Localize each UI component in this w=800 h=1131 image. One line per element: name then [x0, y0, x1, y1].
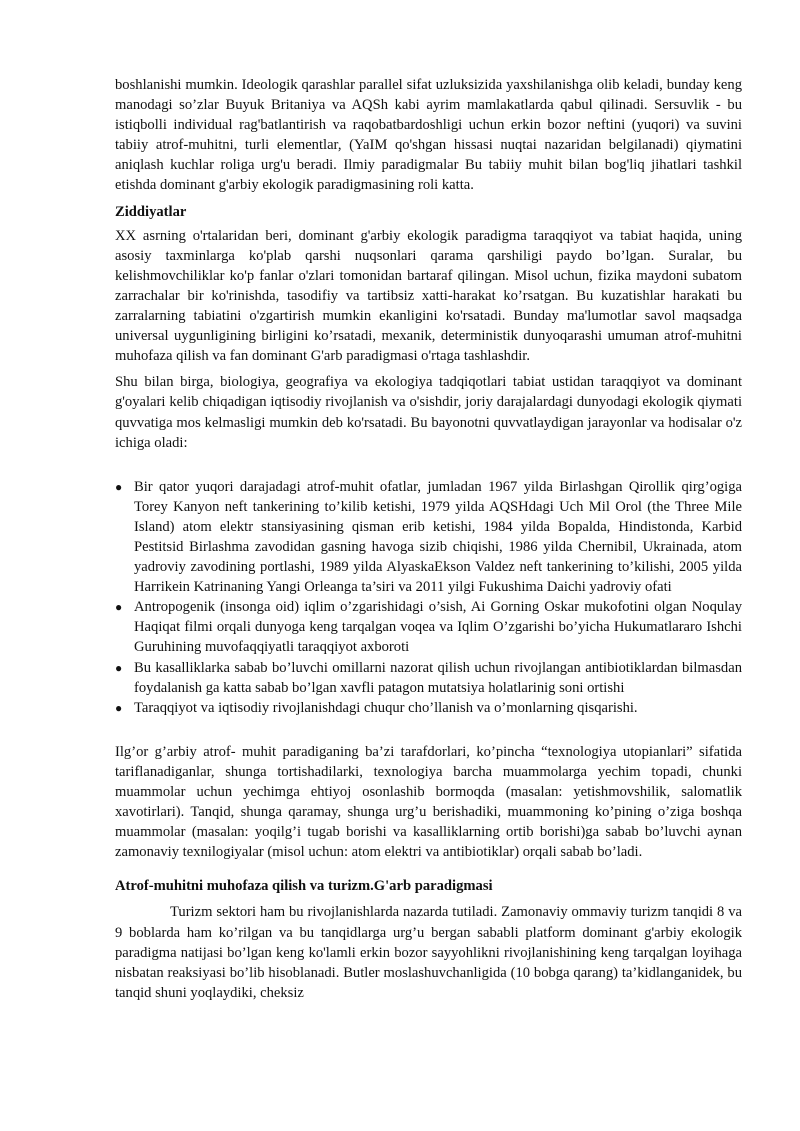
- section-heading-tourism: Atrof-muhitni muhofaza qilish va turizm.G'arb paradigmasi: [115, 878, 493, 895]
- list-item: [115, 698, 742, 718]
- bullet-icon: ●: [115, 700, 123, 715]
- document-page: [115, 75, 742, 1003]
- bullet-icon: ●: [115, 479, 123, 494]
- list-item-text: Bir qator yuqori darajadagi atrof-muhit ofatlar, jumladan 1967 yilda Birlashgan Qirollik qirg’ogiga Torey Kanyon neft tankerining to’kilib ketishi, 1979 yilda AQSHdagi Uch Mil Orol (the Three Mile Island) atom elektr stansiyasining qisman erib ketishi, 1984 yilda Bopalda, Hindistonda, Karbid Pestitsid Birlashma zavodidan gasning havoga sizib chiqishi, 1986 yilda Chernibil, Ukrainada, atom yadroviy zavodining portlashi, 1989 yilda AlyaskaEkson Valdez neft tankerining to’kilishi, 2005 yilda Harrikein Katrinaning Yangi Orleanga ta’siri va 2011 yilgi Fukushima Daichi yadroviy ofati: [134, 478, 742, 596]
- list-item-text: Antropogenik (insonga oid) iqlim o’zgarishidagi o’sish, Ai Gorning Oskar mukofotini olgan Noqulay Haqiqat filmi orqali dunyoga keng tarqalgan voqea va Iqlim O’zgarishi bo’yicha Hukumatlararo Ishchi Guruhining muvofaqqiyatli taraqqiyot axboroti: [134, 599, 742, 656]
- bullet-list: [115, 477, 742, 718]
- list-item-text: Taraqqiyot va iqtisodiy rivojlanishdagi chuqur cho’llanish va o’monlarning qisqarishi.: [134, 699, 638, 716]
- list-item: [115, 658, 742, 698]
- paragraph-intro: boshlanishi mumkin. Ideologik qarashlar parallel sifat uzluksizida yaxshilanishga olib keladi, bunday keng manodagi so’zlar Buyuk Britaniya va AQSh kabi ayrim mamlakatlarda qabul qilinadi. Sersuvlik - bu istiqbolli individual rag'batlantirish va raqobatbardoshligi uchun erkin bozor neftini (yuqori) va suvini tabiiy atrof-muhitni, turli elementlar, (YaIM qo'shgan hissasi nuqtai nazaridan belgilanadi) qiymatini aniqlash kuchlar roliga urg'u beradi. Ilmiy paradigmalar Bu tabiiy muhit bilan bog'liq jihatlari tashkil etishda dominant g'arbiy ekologik paradigmasining roli katta.: [115, 77, 742, 194]
- paragraph-tourism: Turizm sektori ham bu rivojlanishlarda nazarda tutiladi. Zamonaviy ommaviy turizm tanqidi 8 va 9 boblarda ham ko’rilgan va bu tanqidlarga urg’u bergan sababli platform dominant g'arbiy ekologik paradigma natijasi bo’lgan keng ko'lamli erkin bozor sayyohlikni rivojlanishining keng tarqalgan loyihaga nisbatan reaksiyasi bo’lib hisoblanadi. Butler moslashuvchanligida (10 bobga qarang) ta’kidlanganidek, bu tanqid shuni yoqlaydiki, cheksiz: [115, 904, 742, 1001]
- list-item-text: Bu kasalliklarka sabab bo’luvchi omillarni nazorat qilish uchun rivojlangan antibiotiklardan bilmasdan foydalanish ga katta sabab bo’lgan xavfli patagon mutatsiya holatlarinig soni ortishi: [134, 659, 742, 696]
- bullet-icon: ●: [115, 600, 123, 615]
- bullet-icon: ●: [115, 660, 123, 675]
- paragraph-technology-utopians: Ilg’or g’arbiy atrof- muhit paradiganing ba’zi tarafdorlari, ko’pincha “texnologiya utopianlari” sifatida tariflanadiganlar, shunga tortishadilarki, texnologiya barcha muammolarga yechim topadi, chunki muammolar uchun yechimga ehtiyoj osonlashib bormoqda (masalan: yetishmovshilik, salomatlik xavotirlari). Tanqid, shunga qaramay, shunga urg’u berishadiki, muammoning ko’pining o’ziga boshqa muammolar (masalan: yoqilg’i tugab borishi va kasalliklarning ortib borishi)ga sabab bo’luvchi aynan zamonaviy texnilogiyalar (misol uchun: atom elektri va antibiotiklar) orqali sabab bo’ladi.: [115, 743, 742, 861]
- list-item: [115, 477, 742, 598]
- list-item: [115, 597, 742, 657]
- paragraph-ziddiyatlar-1: XX asrning o'rtalaridan beri, dominant g'arbiy ekologik paradigma taraqqiyot va tabiat haqida, uning asosiy taxminlarga ko'plab qarshi nuqsonlari qarama qarshiligi paydo bo’lgan. Suralar, bu kelishmovchiliklar ko'p fanlar o'zlari tomonidan bartaraf qilingan. Misol uchun, fizika maydoni subatom zarrachalar bir ko'rinishda, tasodifiy va tartibsiz xatti-harakat ko’rsatgan. Bu kuzatishlar harakati bu zarralarning tabiatini o'zgartirish mumkin ekanligini ko'rsatadi. Bunday ma'lumotlar savol maqsadga universal uygunligining birligini ko’rsatadi, mexanik, deterministik dunyoqarashi umuman atrof-muhitni muhofaza qilish va fan dominant G'arb paradigmasi o'rtaga tashlashdir.: [115, 227, 742, 365]
- section-heading-ziddiyatlar: Ziddiyatlar: [115, 203, 187, 220]
- paragraph-ziddiyatlar-2: Shu bilan birga, biologiya, geografiya va ekologiya tadqiqotlari tabiat ustidan taraqqiyot va dominant g'oyalari kelib chiqadigan iqtisodiy rivojlanish va o'sishdir, joriy darajalardagi dunyodagi ekologik qiymati quvvatiga mos kelmasligi mumkin deb ko'rsatadi. Bu bayonotni quvvatlaydigan jarayonlar va hodisalar o'z ichiga oladi:: [115, 374, 742, 451]
